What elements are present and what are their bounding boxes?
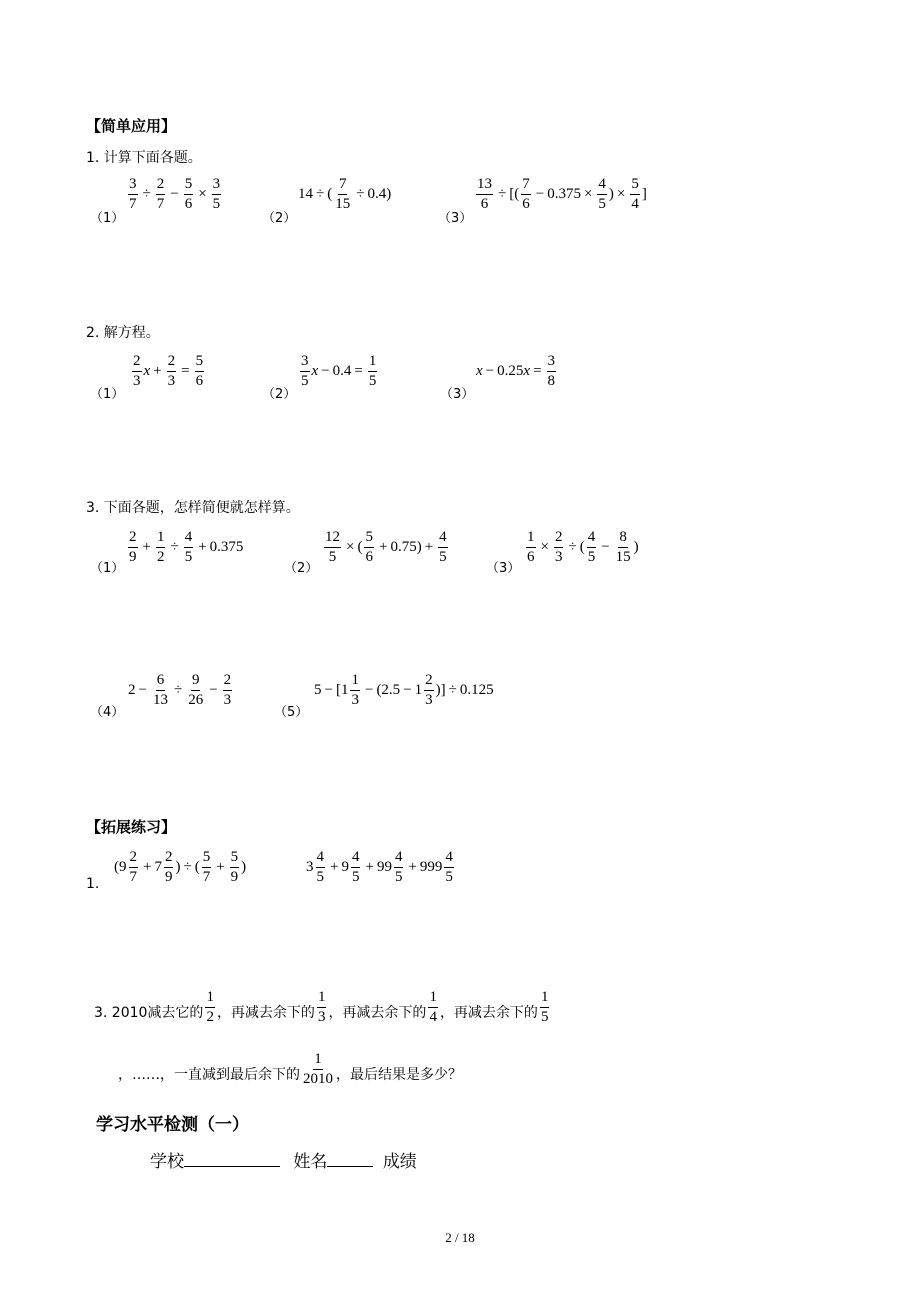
item-index-3-3: （3）: [486, 561, 521, 576]
expression-3-4: 2 − $\frac{6}{13}$ ÷ $\frac{9}{26}$ − $\frac{2}{3}$: [128, 672, 232, 708]
test-title: 学习水平检测（一）: [96, 1115, 249, 1135]
score-label: 成绩: [382, 1152, 417, 1172]
page-number: 2 / 18: [445, 1230, 475, 1245]
q3-text-3: ，再减去余下的: [439, 1005, 538, 1021]
equation-2-1: $\frac{2}{3}$ x + $\frac{2}{3}$ = $\frac{5}{6}$: [133, 353, 204, 389]
expression-1-3: $\frac{13}{6}$ ÷ [( $\frac{7}{6}$ − 0.375 × $\frac{4}{5}$ ) × $\frac{5}{4}$ ]: [477, 176, 647, 212]
item-index-3-1: （1）: [90, 561, 125, 576]
question-2-title: 2. 解方程。: [86, 325, 160, 341]
expression-3-5: 5 − [1 $\frac{1}{3}$ − (2.5 − 1 $\frac{2}{3}$ )] ÷ 0.125: [314, 672, 494, 708]
extension-question-1-label: 1.: [86, 876, 100, 892]
section-heading-simple-application: 【简单应用】: [86, 117, 177, 135]
q3-text-1: ，再减去余下的: [216, 1005, 315, 1021]
expression-3-2: $\frac{12}{5}$ × ( $\frac{5}{6}$ + 0.75) + $\frac{4}{5}$: [325, 529, 447, 565]
equation-2-2: $\frac{3}{5}$ x − 0.4 = $\frac{1}{5}$: [301, 353, 377, 389]
name-label: 姓名: [293, 1152, 328, 1172]
q3-lead-text: 3. 2010减去它的: [94, 1005, 204, 1021]
section-heading-extension-practice: 【拓展练习】: [86, 818, 177, 836]
item-index-3-2: （2）: [284, 561, 319, 576]
q3-line2-lead: ，……，一直减到最后余下的: [118, 1067, 300, 1083]
item-index-1-2: （2）: [262, 211, 297, 226]
school-label: 学校: [150, 1152, 184, 1172]
expression-ext-1b: 3 $\frac{4}{5}$ + 9 $\frac{4}{5}$ + 99 $\frac{4}{5}$ + 999 $\frac{4}{5}$: [306, 849, 453, 885]
item-index-3-5: （5）: [274, 705, 309, 720]
expression-3-1: $\frac{2}{9}$ + $\frac{1}{2}$ ÷ $\frac{4}{5}$ + 0.375: [129, 529, 244, 565]
school-blank[interactable]: [184, 1150, 280, 1167]
name-blank[interactable]: [327, 1150, 373, 1167]
item-index-1-1: （1）: [90, 211, 125, 226]
q3-text-2: ，再减去余下的: [328, 1005, 427, 1021]
expression-1-2: 14 ÷ ( $\frac{7}{15}$ ÷ 0.4): [298, 176, 392, 212]
extension-question-3-line-2: ，……，一直减到最后余下的 $\frac{1}{2010}$ ，最后结果是多少？: [118, 1051, 462, 1087]
expression-ext-1a: (9 $\frac{2}{7}$ + 7 $\frac{2}{9}$ ) ÷ ( $\frac{5}{7}$ + $\frac{5}{9}$ ): [114, 849, 247, 885]
question-1-title: 1. 计算下面各题。: [86, 150, 202, 166]
item-index-1-3: （3）: [438, 211, 473, 226]
expression-1-1: $\frac{3}{7}$ ÷ $\frac{2}{7}$ − $\frac{5}{6}$ × $\frac{3}{5}$: [129, 176, 221, 212]
extension-question-3-line-1: 3. 2010减去它的 $\frac{1}{2}$ ，再减去余下的 $\frac{1}{3}$ ，再减去余下的 $\frac{1}{4}$ ，再减去余下的 $\frac{1}{5}$: [94, 989, 549, 1025]
item-index-2-1: （1）: [90, 387, 125, 402]
test-info-line: [150, 1147, 417, 1172]
item-index-2-2: （2）: [262, 387, 297, 402]
q3-line2-tail: ，最后结果是多少？: [336, 1067, 462, 1083]
equation-2-3: x − 0.25 x = $\frac{3}{8}$: [476, 353, 556, 389]
item-index-3-4: （4）: [90, 705, 125, 720]
question-3-title: 3. 下面各题，怎样简便就怎样算。: [86, 500, 300, 516]
item-index-2-3: （3）: [440, 387, 475, 402]
expression-3-3: $\frac{1}{6}$ × $\frac{2}{3}$ ÷ ( $\frac{4}{5}$ − $\frac{8}{15}$ ): [527, 529, 639, 565]
